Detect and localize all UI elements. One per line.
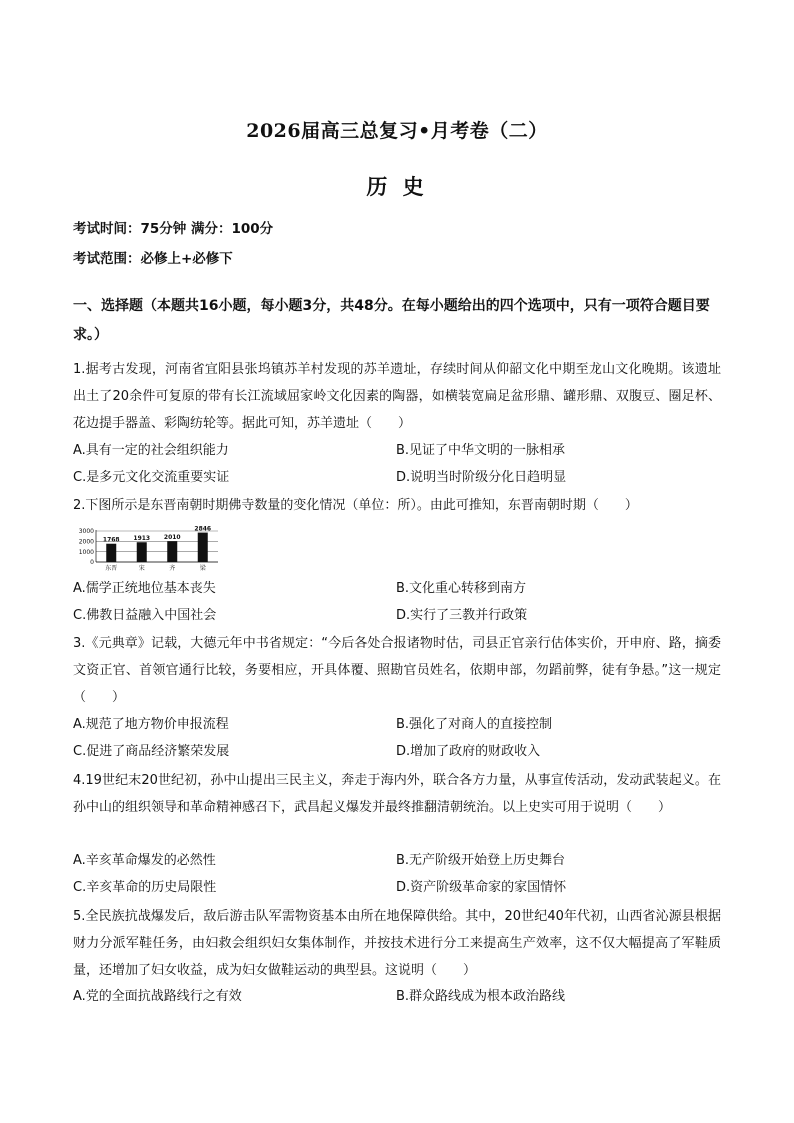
exam-title: 2026届高三总复习•月考卷（二）: [246, 120, 548, 142]
question-5-stem: 5.全民族抗战爆发后，敌后游击队军需物资基本由所在地保障供给。其中，20世纪40年代初，山西省沁源县根据财力分派军鞋任务，由妇救会组织妇女集体制作，并按技术进行分工来提高生产效率，这不仅大幅提高了军鞋质量，还增加了妇女收益，成为妇女做鞋运动的典型县。这说明（ ）: [73, 909, 721, 978]
chart-data-label: 1768: [102, 536, 120, 544]
section-heading: 一、选择题（本题共16小题，每小题3分，共48分。在每小题给出的四个选项中，只有一项符合题目要求。）: [73, 298, 710, 343]
chart-y-tick-label: 2000: [78, 538, 94, 546]
question-2-stem: 2.下图所示是东晋南朝时期佛寺数量的变化情况（单位：所）。由此可推知，东晋南朝时期（ ）: [73, 498, 638, 513]
question-3-option-d[interactable]: D.增加了政府的财政收入: [396, 744, 541, 759]
question-1-option-a[interactable]: A.具有一定的社会组织能力: [73, 443, 229, 458]
question-1-option-d[interactable]: D.说明当时阶级分化日趋明显: [396, 470, 567, 485]
chart-x-tick-label: 齐: [169, 565, 176, 572]
question-5-option-a[interactable]: A.党的全面抗战路线行之有效: [73, 989, 242, 1004]
question-4-option-d[interactable]: D.资产阶级革命家的家国情怀: [396, 880, 567, 895]
question-4-option-a[interactable]: A.辛亥革命爆发的必然性: [73, 853, 216, 868]
exam-scope-info: 考试范围：必修上+必修下: [73, 251, 233, 267]
chart-y-tick-label: 1000: [78, 548, 94, 556]
chart-data-label: 2846: [194, 525, 212, 533]
chart-bar: [198, 533, 208, 562]
chart-data-label: 1913: [133, 535, 151, 543]
question-4-stem: 4.19世纪末20世纪初，孙中山提出三民主义，奔走于海内外，联合各方力量，从事宣传活动，发动武装起义。在孙中山的组织领导和革命精神感召下，武昌起义爆发并最终推翻清朝统治。以上史实可用于说明（ ）: [73, 773, 721, 815]
question-5-option-b[interactable]: B.群众路线成为根本政治路线: [396, 989, 566, 1004]
question-2-option-a[interactable]: A.儒学正统地位基本丧失: [73, 581, 216, 596]
question-3-option-a[interactable]: A.规范了地方物价申报流程: [73, 717, 229, 732]
chart-y-tick-label: 3000: [78, 528, 94, 536]
chart-bar: [167, 541, 177, 562]
chart-bar: [106, 544, 116, 562]
question-4-option-b[interactable]: B.无产阶级开始登上历史舞台: [396, 853, 566, 868]
chart-x-tick-label: 宋: [138, 565, 145, 572]
temple-count-bar-chart: [72, 521, 222, 573]
question-1-stem: 1.据考古发现，河南省宜阳县张坞镇苏羊村发现的苏羊遗址，存续时间从仰韶文化中期至龙山文化晚期。该遗址出土了20余件可复原的带有长江流域屈家岭文化因素的陶器，如横装宽扁足盆形鼎、罐形鼎、双腹豆、圈足杯、花边提手器盖、彩陶纺轮等。据此可知，苏羊遗址（ ）: [73, 362, 721, 431]
chart-x-tick-label: 梁: [199, 565, 206, 572]
chart-x-tick-label: 东晋: [105, 565, 118, 572]
question-2-option-c[interactable]: C.佛教日益融入中国社会: [73, 608, 217, 623]
question-3-option-b[interactable]: B.强化了对商人的直接控制: [396, 717, 553, 732]
question-1-option-b[interactable]: B.见证了中华文明的一脉相承: [396, 443, 566, 458]
chart-bar: [137, 542, 147, 562]
question-1-option-c[interactable]: C.是多元文化交流重要实证: [73, 470, 230, 485]
exam-time-info: 考试时间：75分钟 满分：100分: [73, 221, 274, 237]
question-2-option-d[interactable]: D.实行了三教并行政策: [396, 608, 528, 623]
chart-data-label: 2010: [163, 534, 181, 542]
question-2-option-b[interactable]: B.文化重心转移到南方: [396, 581, 527, 596]
question-4-option-c[interactable]: C.辛亥革命的历史局限性: [73, 880, 217, 895]
question-3-option-c[interactable]: C.促进了商品经济繁荣发展: [73, 744, 230, 759]
question-3-stem: 3.《元典章》记载，大德元年中书省规定：“今后各处合报诸物时估，司县正官亲行估体实价，开申府、路，摘委文资正官、首领官通行比较，务要相应，开具体覆、照勘官员姓名，依期申部，勿蹈前弊，徒有争悬。”这一规定（ ）: [73, 636, 721, 705]
subject-title: 历 史: [366, 174, 428, 199]
chart-y-tick-label: 0: [90, 559, 94, 567]
